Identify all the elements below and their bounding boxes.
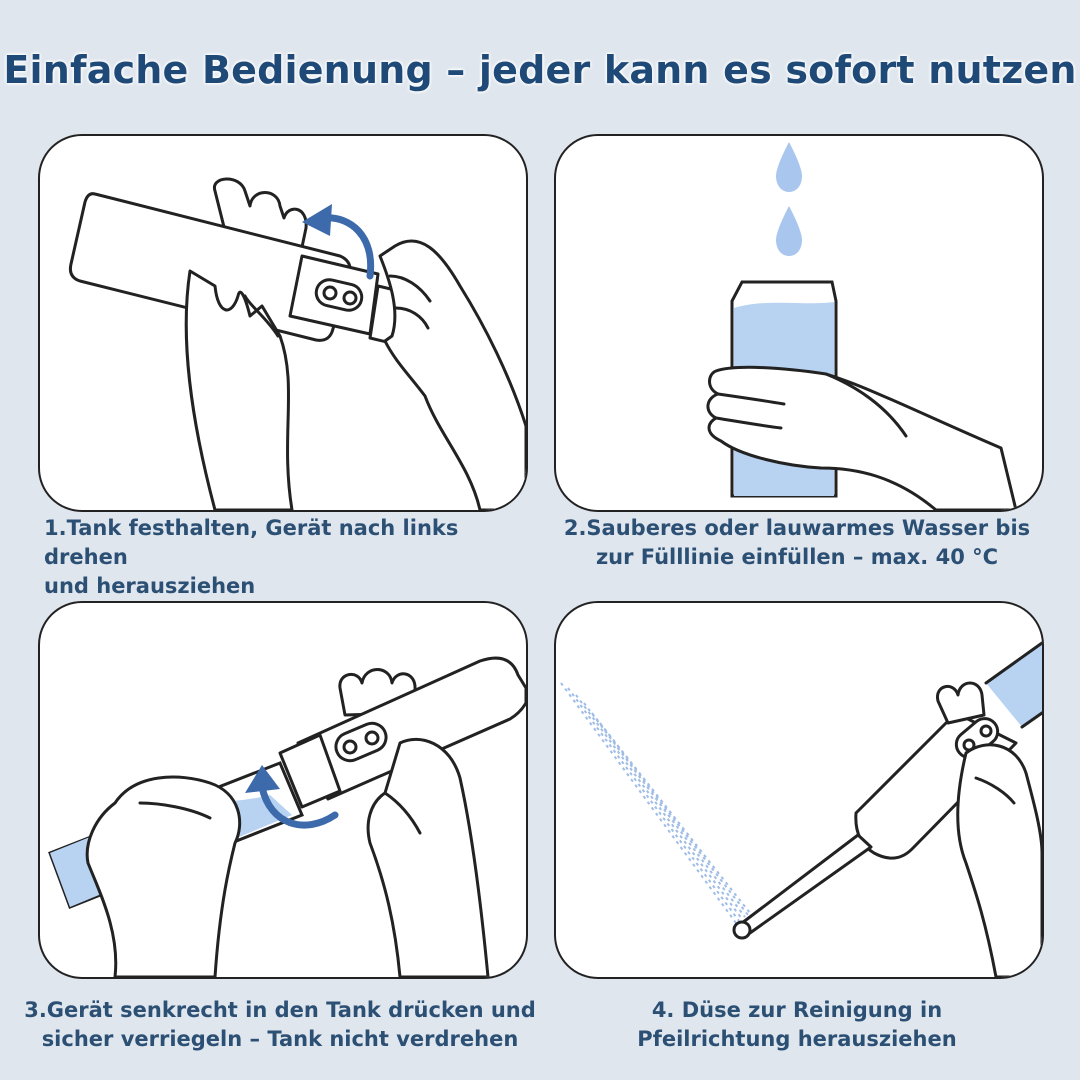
step-2-line-2: zur Fülllinie einfüllen – max. 40 °C <box>595 545 999 569</box>
step-1-illustration <box>38 134 528 512</box>
water-spray-icon <box>561 683 750 923</box>
step-2-illustration <box>554 134 1044 512</box>
step-3-line-2: sicher verriegeln – Tank nicht verdrehen <box>41 1027 519 1051</box>
step-1-caption <box>44 514 534 601</box>
step-4-line-2: Pfeilrichtung herausziehen <box>637 1027 957 1051</box>
step-4-line-1: 4. Düse zur Reinigung in <box>651 998 943 1022</box>
page-title: Einfache Bedienung – jeder kann es sofort nutzen <box>3 48 1077 92</box>
step-3-illustration <box>38 601 528 979</box>
step-2-line-1: 2.Sauberes oder lauwarmes Wasser bis <box>563 516 1031 540</box>
step-3-caption <box>20 996 540 1054</box>
step-1-line-2: und herausziehen <box>44 574 256 598</box>
water-drop-icon <box>776 142 802 192</box>
step-1-line-1: 1.Tank festhalten, Gerät nach links drehen <box>44 516 459 569</box>
step-4-illustration <box>554 601 1044 979</box>
step-3-line-1: 3.Gerät senkrecht in den Tank drücken und <box>24 998 536 1022</box>
step-2-caption <box>554 514 1040 572</box>
step-4-caption <box>554 996 1040 1054</box>
